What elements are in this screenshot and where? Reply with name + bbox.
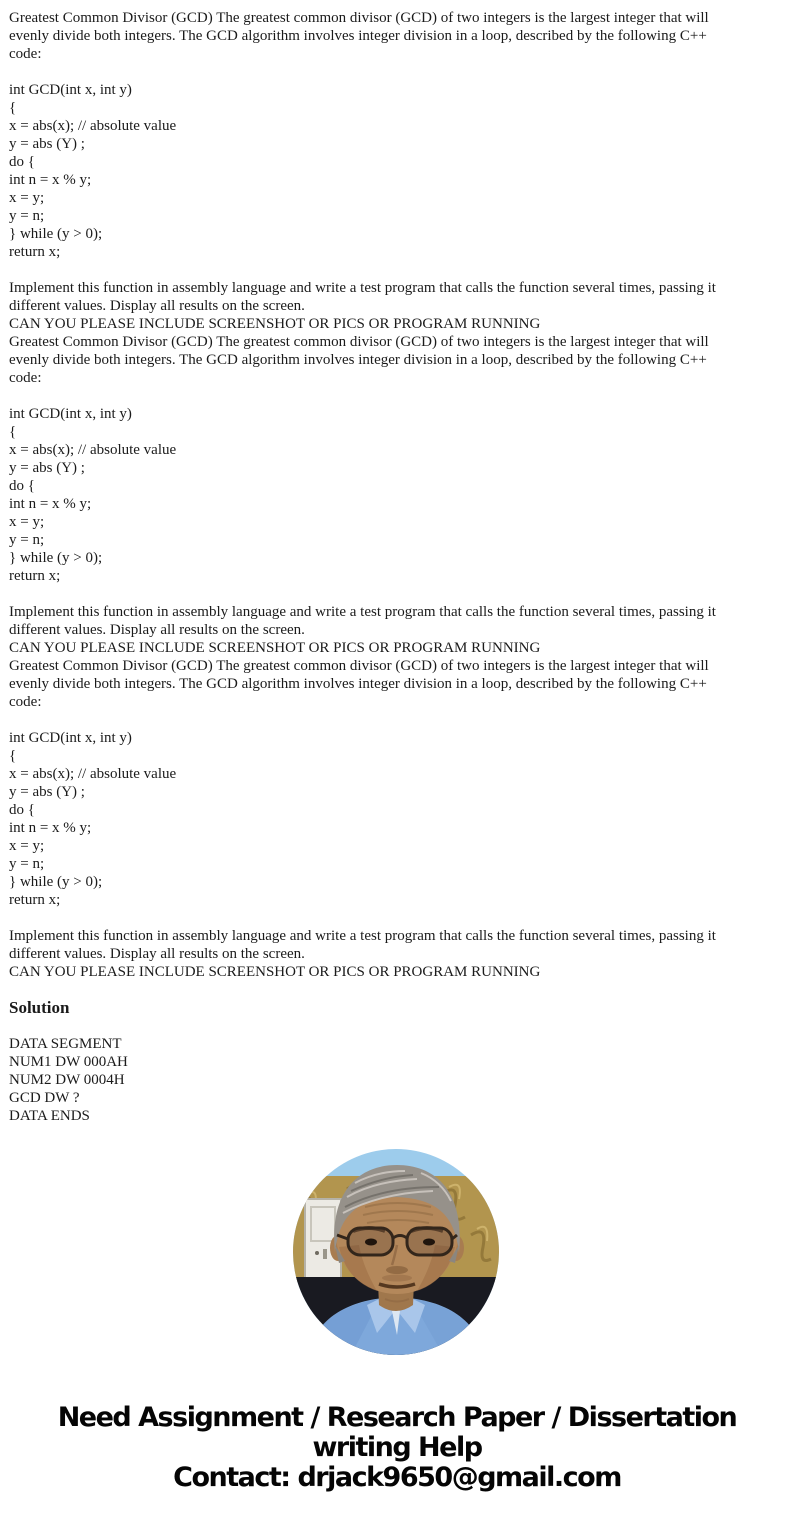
document-line: int n = x % y; [9, 172, 92, 188]
document-line: int GCD(int x, int y) [9, 82, 132, 98]
document-line: return x; [9, 892, 61, 908]
portrait-photo-illustration [293, 1149, 499, 1355]
document-line: y = abs (Y) ; [9, 784, 85, 800]
document-line: code: [9, 370, 42, 386]
portrait-photo [293, 1149, 499, 1355]
document-line [9, 387, 787, 405]
footer-contact-email: Contact: drjack9650@gmail.com [173, 1462, 621, 1493]
document-line: CAN YOU PLEASE INCLUDE SCREENSHOT OR PICS OR PROGRAM RUNNING [9, 316, 541, 332]
document-line: CAN YOU PLEASE INCLUDE SCREENSHOT OR PICS OR PROGRAM RUNNING [9, 640, 541, 656]
footer-heading-line-1: Need Assignment / Research Paper / Dissertation [57, 1402, 737, 1433]
document-line: { [9, 424, 17, 440]
document-line: Implement this function in assembly language and write a test program that calls the function several times, passing it [9, 604, 716, 620]
document-line: different values. Display all results on the screen. [9, 946, 305, 962]
document-line: y = n; [9, 856, 45, 872]
document-text [9, 9, 787, 1122]
document-line: x = abs(x); // absolute value [9, 118, 177, 134]
document-line: y = n; [9, 532, 45, 548]
footer-banner [0, 1403, 794, 1493]
document-line [9, 63, 787, 81]
document-line: y = n; [9, 208, 45, 224]
document-line: evenly divide both integers. The GCD algorithm involves integer division in a loop, described by the following C++ [9, 28, 707, 44]
document-line: x = y; [9, 838, 45, 854]
document-line: x = abs(x); // absolute value [9, 766, 177, 782]
document-line: } while (y > 0); [9, 874, 103, 890]
document-line: evenly divide both integers. The GCD algorithm involves integer division in a loop, described by the following C++ [9, 676, 707, 692]
document-line: GCD DW ? [9, 1090, 80, 1106]
document-line: different values. Display all results on the screen. [9, 298, 305, 314]
document-line: do { [9, 478, 35, 494]
document-line: CAN YOU PLEASE INCLUDE SCREENSHOT OR PICS OR PROGRAM RUNNING [9, 964, 541, 980]
document-line: int n = x % y; [9, 496, 92, 512]
document-line: NUM2 DW 0004H [9, 1072, 125, 1088]
document-line: Greatest Common Divisor (GCD) The greatest common divisor (GCD) of two integers is the largest integer that will [9, 334, 709, 350]
document-line: return x; [9, 568, 61, 584]
document-line: return x; [9, 244, 61, 260]
footer-heading-line-2: writing Help [312, 1432, 482, 1463]
document-line: y = abs (Y) ; [9, 460, 85, 476]
document-line [9, 261, 787, 279]
document-line: { [9, 100, 17, 116]
document-line: Implement this function in assembly language and write a test program that calls the function several times, passing it [9, 928, 716, 944]
document-line [9, 909, 787, 927]
solution-heading: Solution [9, 998, 70, 1017]
document-line: { [9, 748, 17, 764]
document-line: } while (y > 0); [9, 550, 103, 566]
document-line: x = abs(x); // absolute value [9, 442, 177, 458]
document-line: x = y; [9, 190, 45, 206]
document-line [9, 711, 787, 729]
document-line: NUM1 DW 000AH [9, 1054, 128, 1070]
document-line: } while (y > 0); [9, 226, 103, 242]
document-line: int GCD(int x, int y) [9, 730, 132, 746]
document-line: int n = x % y; [9, 820, 92, 836]
document-line: code: [9, 694, 42, 710]
document-line: different values. Display all results on the screen. [9, 622, 305, 638]
document-line: y = abs (Y) ; [9, 136, 85, 152]
document-line: evenly divide both integers. The GCD algorithm involves integer division in a loop, described by the following C++ [9, 352, 707, 368]
document-line: Greatest Common Divisor (GCD) The greatest common divisor (GCD) of two integers is the largest integer that will [9, 10, 709, 26]
document-line: DATA ENDS [9, 1108, 90, 1122]
document-line: do { [9, 154, 35, 170]
document-line: DATA SEGMENT [9, 1036, 122, 1052]
document-line: Greatest Common Divisor (GCD) The greatest common divisor (GCD) of two integers is the largest integer that will [9, 658, 709, 674]
document-line: do { [9, 802, 35, 818]
document-line: code: [9, 46, 42, 62]
document-line: x = y; [9, 514, 45, 530]
document-line: Implement this function in assembly language and write a test program that calls the function several times, passing it [9, 280, 716, 296]
document-line [9, 585, 787, 603]
document-line [9, 981, 787, 999]
document-line: int GCD(int x, int y) [9, 406, 132, 422]
document-line [9, 1017, 787, 1035]
